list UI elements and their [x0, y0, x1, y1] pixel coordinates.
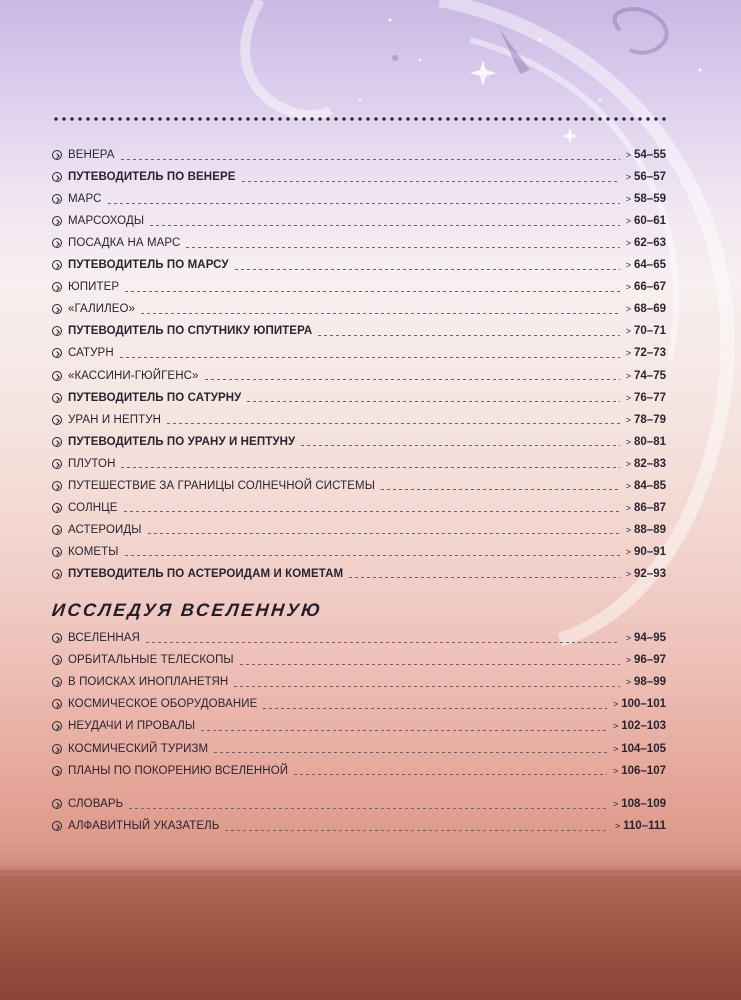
leader-arrow: > [612, 721, 619, 732]
leader-arrow: > [625, 524, 632, 535]
toc-entry-title: ПУТЕВОДИТЕЛЬ ПО ВЕНЕРЕ [68, 171, 236, 184]
arrow-circle-icon [52, 481, 62, 491]
dotted-leader [148, 533, 620, 534]
arrow-circle-icon [52, 744, 62, 754]
toc-entry[interactable] [52, 367, 666, 385]
toc-entry-pages: 68–69 [634, 303, 666, 316]
arrow-circle-icon [52, 348, 62, 358]
dotted-leader [150, 225, 620, 226]
toc-entry[interactable] [52, 433, 666, 451]
arrow-circle-icon [52, 150, 62, 160]
toc-entry-title: КОМЕТЫ [68, 545, 119, 558]
leader-arrow: > [625, 370, 632, 381]
dotted-leader [263, 708, 607, 709]
toc-entry[interactable] [52, 256, 666, 274]
toc-entry-title: СЛОВАРЬ [68, 798, 124, 810]
leader-arrow: > [625, 655, 632, 666]
toc-entry-title: ПУТЕВОДИТЕЛЬ ПО УРАНУ И НЕПТУНУ [68, 435, 296, 448]
toc-entry[interactable] [52, 278, 666, 296]
toc-entry[interactable] [52, 234, 666, 252]
leader-arrow: > [625, 216, 632, 227]
toc-entry-title: «КАССИНИ-ГЮЙГЕНС» [68, 369, 199, 382]
dotted-leader [225, 830, 608, 831]
dotted-leader [108, 203, 620, 204]
toc-entry[interactable] [52, 212, 666, 230]
arrow-circle-icon [52, 326, 62, 336]
toc-entry-pages: 88–89 [634, 523, 666, 536]
toc-entry-title: МАРСОХОДЫ [68, 215, 145, 228]
toc-entry-pages: 66–67 [634, 281, 666, 294]
toc-entry-pages: 92–93 [634, 567, 666, 580]
toc-entry-title: ПУТЕВОДИТЕЛЬ ПО АСТЕРОИДАМ И КОМЕТАМ [68, 567, 344, 580]
toc-entry[interactable] [52, 673, 666, 691]
arrow-circle-icon [52, 238, 62, 248]
toc-entry[interactable] [52, 740, 666, 758]
dotted-leader [318, 335, 620, 336]
dotted-leader [146, 642, 620, 643]
arrow-circle-icon [52, 547, 62, 557]
dotted-leader [205, 379, 620, 380]
toc-entry-title: НЕУДАЧИ И ПРОВАЛЫ [68, 720, 196, 733]
arrow-circle-icon [52, 304, 62, 314]
leader-arrow: > [625, 568, 632, 579]
toc-entry-title: ПОСАДКА НА МАРС [68, 237, 181, 250]
toc-entry-pages: 102–103 [621, 720, 666, 733]
toc-entry-title: САТУРН [68, 347, 114, 360]
toc-entry[interactable] [52, 629, 666, 647]
toc-entry[interactable] [52, 344, 666, 362]
leader-arrow: > [625, 326, 632, 337]
toc-entry-pages: 98–99 [634, 676, 666, 689]
toc-entry[interactable] [52, 411, 666, 429]
toc-entry-pages: 60–61 [634, 215, 666, 228]
arrow-circle-icon [52, 260, 62, 270]
toc-entry[interactable] [52, 455, 666, 473]
arrow-circle-icon [52, 216, 62, 226]
leader-arrow: > [625, 304, 632, 315]
mars-ground [0, 870, 741, 1000]
toc-entry-pages: 76–77 [634, 391, 666, 404]
toc-entry-pages: 62–63 [634, 237, 666, 250]
arrow-circle-icon [52, 569, 62, 579]
arrow-circle-icon [52, 633, 62, 643]
toc-entry[interactable] [52, 651, 666, 669]
toc-entry-pages: 80–81 [634, 435, 666, 448]
toc-entry-pages: 70–71 [634, 325, 666, 338]
leader-arrow: > [612, 743, 619, 754]
leader-arrow: > [625, 546, 632, 557]
arrow-circle-icon [52, 415, 62, 425]
toc-entry-pages: 108–109 [621, 798, 666, 810]
toc-entry-title: УРАН И НЕПТУН [68, 413, 162, 426]
leader-arrow: > [625, 348, 632, 359]
leader-arrow: > [625, 502, 632, 513]
section-title: ИССЛЕДУЯ ВСЕЛЕННУЮ [51, 600, 324, 620]
dotted-leader [242, 181, 620, 182]
dotted-leader [120, 357, 620, 358]
dotted-leader [301, 445, 620, 446]
toc-entry[interactable] [52, 499, 666, 517]
toc-entry[interactable] [52, 389, 666, 407]
toc-entry-title: КОСМИЧЕСКОЕ ОБОРУДОВАНИЕ [68, 698, 258, 711]
arrow-circle-icon [52, 459, 62, 469]
toc-entry[interactable] [52, 795, 666, 813]
toc-entry[interactable] [52, 565, 666, 583]
toc-entry-title: ВЕНЕРА [68, 149, 115, 161]
toc-entry-title: ПУТЕШЕСТВИЕ ЗА ГРАНИЦЫ СОЛНЕЧНОЙ СИСТЕМЫ [68, 479, 376, 492]
dotted-leader [235, 269, 620, 270]
dotted-leader [214, 752, 607, 753]
dotted-leader [381, 489, 620, 490]
toc-entry[interactable] [52, 695, 666, 713]
arrow-circle-icon [52, 766, 62, 776]
leader-arrow: > [625, 392, 632, 403]
toc-entry-pages: 82–83 [634, 457, 666, 470]
arrow-circle-icon [52, 371, 62, 381]
arrow-circle-icon [52, 172, 62, 182]
leader-arrow: > [612, 765, 619, 776]
toc-entry-pages: 54–55 [634, 149, 666, 161]
leader-arrow: > [625, 150, 632, 160]
arrow-circle-icon [52, 437, 62, 447]
toc-entry[interactable] [52, 762, 666, 780]
dotted-leader [121, 467, 619, 468]
dotted-leader [247, 401, 619, 402]
dotted-leader [186, 247, 619, 248]
arrow-circle-icon [52, 677, 62, 687]
toc-entry-title: ПЛАНЫ ПО ПОКОРЕНИЮ ВСЕЛЕННОЙ [68, 764, 289, 777]
dotted-leader [125, 291, 620, 292]
arrow-circle-icon [52, 525, 62, 535]
toc-entry-title: ПУТЕВОДИТЕЛЬ ПО МАРСУ [68, 259, 229, 272]
arrow-circle-icon [52, 282, 62, 292]
arrow-circle-icon [52, 393, 62, 403]
toc-entry-pages: 94–95 [634, 632, 666, 644]
arrow-circle-icon [52, 503, 62, 513]
leader-arrow: > [625, 436, 632, 447]
toc-entry-pages: 104–105 [621, 742, 666, 755]
toc-entry-pages: 90–91 [634, 545, 666, 558]
toc-entry-pages: 72–73 [634, 347, 666, 360]
dotted-leader [121, 159, 620, 160]
toc-entry-title: КОСМИЧЕСКИЙ ТУРИЗМ [68, 742, 209, 755]
toc-entry-pages: 86–87 [634, 501, 666, 514]
toc-entry-pages: 106–107 [621, 764, 666, 777]
leader-arrow: > [614, 821, 621, 831]
dotted-leader [234, 686, 619, 687]
toc-entry[interactable] [52, 817, 666, 835]
toc-entry-title: «ГАЛИЛЕО» [68, 303, 136, 316]
toc-entry[interactable] [52, 322, 666, 340]
toc-entry[interactable] [52, 190, 666, 208]
arrow-circle-icon [52, 821, 62, 831]
leader-arrow: > [625, 458, 632, 469]
toc-entry[interactable] [52, 146, 666, 164]
toc-entry-title: ПУТЕВОДИТЕЛЬ ПО САТУРНУ [68, 391, 242, 404]
dotted-leader [141, 313, 620, 314]
toc-entry-title: В ПОИСКАХ ИНОПЛАНЕТЯН [68, 676, 229, 689]
dotted-leader [201, 730, 607, 731]
toc-entry-pages: 78–79 [634, 413, 666, 426]
toc-entry-pages: 74–75 [634, 369, 666, 382]
leader-arrow: > [625, 414, 632, 425]
dotted-leader [349, 577, 620, 578]
toc-entry-pages: 100–101 [621, 698, 666, 711]
dotted-leader [129, 808, 607, 809]
toc-entry[interactable] [52, 521, 666, 539]
dotted-leader [167, 423, 620, 424]
leader-arrow: > [625, 282, 632, 293]
toc-entry[interactable] [52, 717, 666, 735]
leader-arrow: > [625, 260, 632, 271]
arrow-circle-icon [52, 699, 62, 709]
dotted-leader [294, 774, 607, 775]
dotted-divider [52, 116, 666, 122]
toc-entry[interactable] [52, 300, 666, 318]
arrow-circle-icon [52, 721, 62, 731]
arrow-circle-icon [52, 655, 62, 665]
toc-entry-title: АСТЕРОИДЫ [68, 523, 142, 536]
toc-entry-title: ВСЕЛЕННАЯ [68, 632, 140, 644]
toc-entry-pages: 96–97 [634, 654, 666, 667]
toc-entry-title: МАРС [68, 193, 102, 206]
toc-entry-title: СОЛНЦЕ [68, 501, 118, 514]
toc-entry-title: ОРБИТАЛЬНЫЕ ТЕЛЕСКОПЫ [68, 654, 234, 667]
toc-entry[interactable] [52, 168, 666, 186]
toc-entry-pages: 84–85 [634, 479, 666, 492]
toc-entry-pages: 110–111 [623, 820, 666, 832]
toc-entry-pages: 58–59 [634, 193, 666, 206]
toc-entry-pages: 64–65 [634, 259, 666, 272]
leader-arrow: > [612, 699, 619, 710]
dotted-leader [240, 664, 620, 665]
toc-entry-title: ЮПИТЕР [68, 281, 120, 294]
toc-entry[interactable] [52, 543, 666, 561]
leader-arrow: > [625, 633, 632, 643]
toc-entry-title: ПЛУТОН [68, 457, 116, 470]
leader-arrow: > [625, 194, 632, 205]
leader-arrow: > [625, 238, 632, 249]
toc-entry-title: ПУТЕВОДИТЕЛЬ ПО СПУТНИКУ ЮПИТЕРА [68, 325, 313, 338]
dotted-leader [124, 511, 620, 512]
toc-entry-pages: 56–57 [634, 171, 666, 184]
leader-arrow: > [625, 172, 632, 183]
leader-arrow: > [625, 677, 632, 688]
arrow-circle-icon [52, 194, 62, 204]
leader-arrow: > [625, 480, 632, 491]
arrow-circle-icon [52, 799, 62, 809]
toc-entry-title: АЛФАВИТНЫЙ УКАЗАТЕЛЬ [68, 820, 220, 832]
leader-arrow: > [612, 799, 619, 809]
toc-entry[interactable] [52, 477, 666, 495]
dotted-leader [125, 555, 620, 556]
